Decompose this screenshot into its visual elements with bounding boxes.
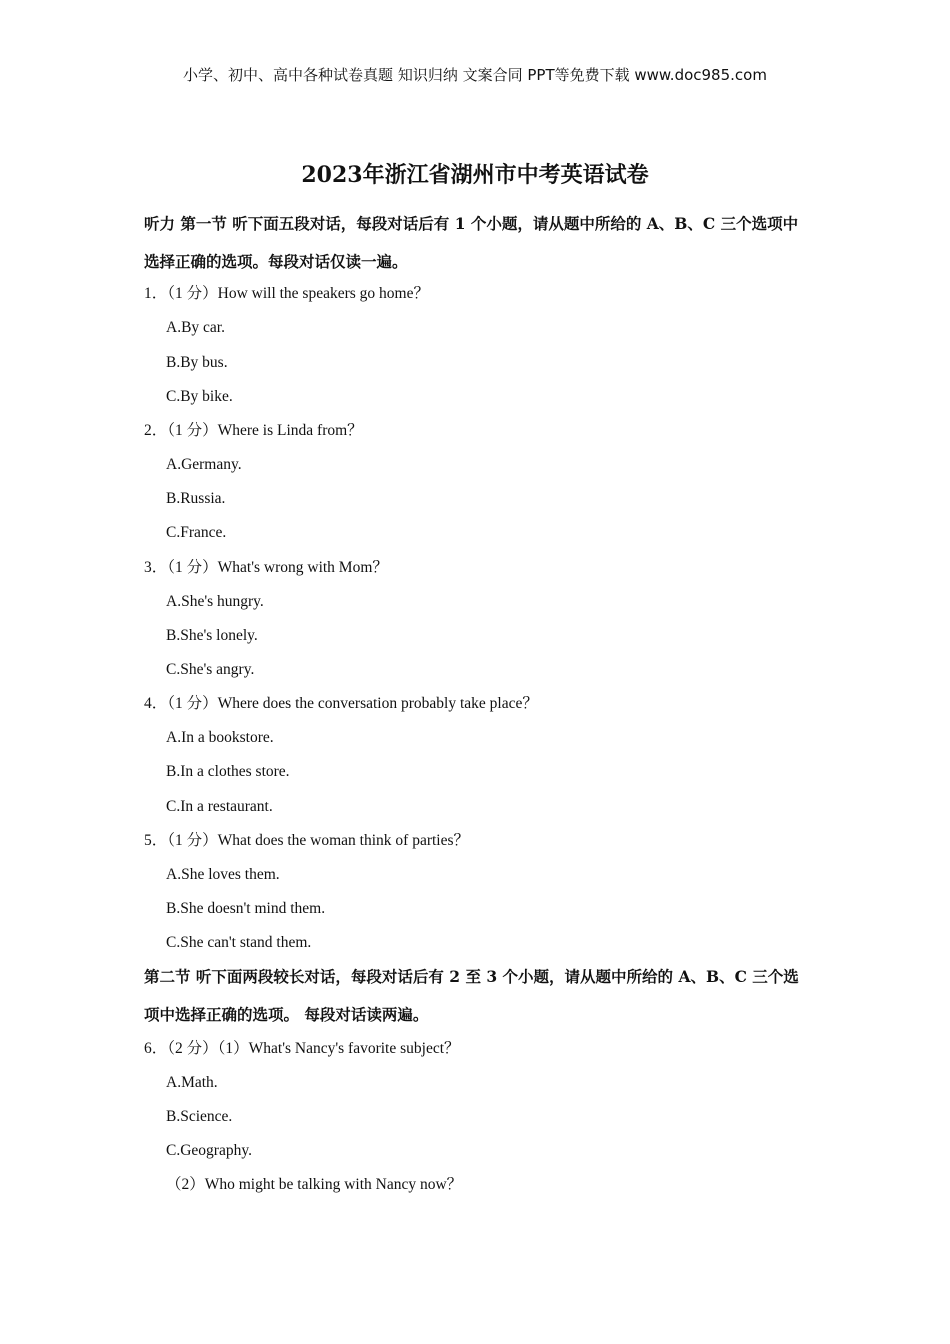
option-a: A.She's hungry. <box>166 593 264 610</box>
page-header-banner: 小学、初中、高中各种试卷真题 知识归纳 文案合同 PPT等免费下载 www.doc985.com <box>183 66 767 84</box>
question-stem: 5．（1 分）What does the woman think of parties？ <box>144 832 470 849</box>
option-c: C.By bike. <box>166 388 233 405</box>
option-b: B.By bus. <box>166 354 228 371</box>
question-stem: 4．（1 分）Where does the conversation probably take place？ <box>144 695 538 712</box>
option-a: A.Math. <box>166 1074 218 1091</box>
option-b: B.Russia. <box>166 490 226 507</box>
option-c: C.She can't stand them. <box>166 934 312 951</box>
option-b: B.Science. <box>166 1108 233 1125</box>
option-c: C.Geography. <box>166 1142 252 1159</box>
question-stem: 1．（1 分）How will the speakers go home？ <box>144 285 429 302</box>
option-c: C.In a restaurant. <box>166 798 273 815</box>
exam-title: 2023年浙江省湖州市中考英语试卷 <box>301 162 649 188</box>
question-stem: 2．（1 分）Where is Linda from？ <box>144 422 363 439</box>
option-a: A.Germany. <box>166 456 242 473</box>
option-c: C.She's angry. <box>166 661 255 678</box>
option-b: B.In a clothes store. <box>166 763 290 780</box>
option-c: C.France. <box>166 524 227 541</box>
option-a: A.By car. <box>166 319 225 336</box>
section-1-instructions: 听力 第一节 听下面五段对话，每段对话后有 1 个小题，请从题中所给的 A、B、C 三个选项中选择正确的选项。每段对话仅读一遍。 <box>144 214 799 271</box>
question-stem: 6．（2 分）（1）What's Nancy's favorite subject？ <box>144 1040 460 1057</box>
question-stem: 3．（1 分）What's wrong with Mom？ <box>144 559 388 576</box>
option-b: B.She's lonely. <box>166 627 258 644</box>
section-2-instructions: 第二节 听下面两段较长对话，每段对话后有 2 至 3 个小题，请从题中所给的 A、B、C 三个选项中选择正确的选项。 每段对话读两遍。 <box>144 967 799 1024</box>
option-a: A.She loves them. <box>166 866 280 883</box>
option-b: B.She doesn't mind them. <box>166 900 326 917</box>
sub-question-stem: （2）Who might be talking with Nancy now？ <box>166 1176 463 1193</box>
option-a: A.In a bookstore. <box>166 729 274 746</box>
